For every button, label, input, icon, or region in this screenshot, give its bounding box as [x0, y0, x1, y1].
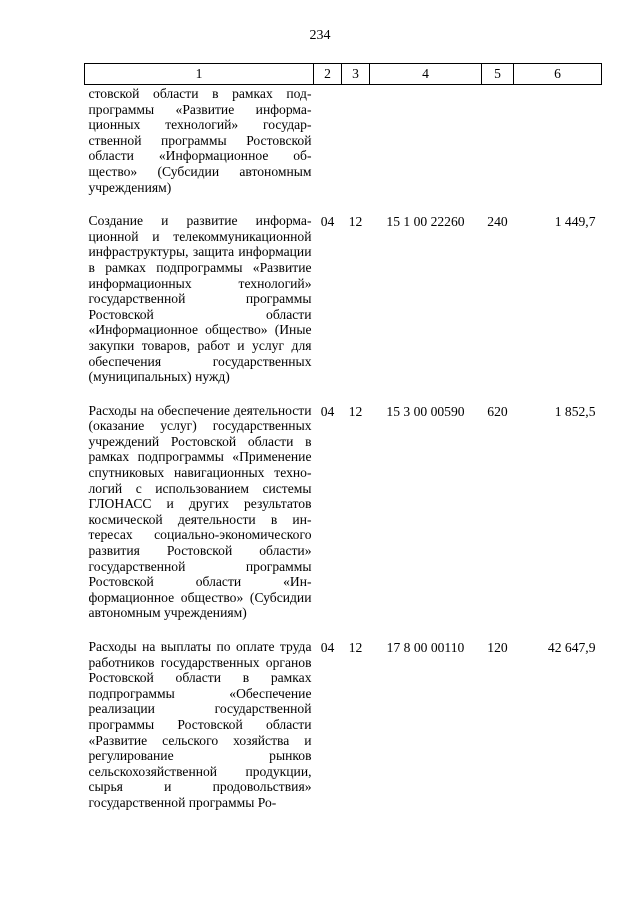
row-amount: 42 647,9: [547, 640, 596, 655]
row-amount: 1 852,5: [554, 403, 596, 419]
row-expense-type: [482, 85, 514, 214]
column-header-5: 5: [482, 64, 514, 85]
row-target-code: 15 1 00 22260: [386, 214, 465, 230]
row-subsection: [342, 85, 370, 214]
row-target-code: 17 8 00 00110: [386, 640, 465, 655]
column-header-3: 3: [342, 64, 370, 85]
column-header-2: 2: [314, 64, 342, 85]
column-header-4: 4: [370, 64, 482, 85]
row-subsection: 12: [348, 214, 363, 230]
row-amount: [514, 85, 602, 214]
column-header-6: 6: [514, 64, 602, 85]
row-description: Создание и развитие информационной и телекоммуникационной инфраструктуры, защита информации в рамках подпрограммы «Развитие информационных технологий» государственной программы Ростовской области «Информационное общество» (Иные закупки товаров, работ и услуг для обеспечения государственных (муниципальных) нужд): [88, 213, 312, 385]
column-header-1: 1: [85, 64, 314, 85]
row-description: стовской области в рамках подпрограммы «Развитие информационных технологий» государственной программы Ростовской области «Информационное общество» (Субсидии автономным учреждениям): [88, 86, 312, 195]
row-section: [314, 85, 342, 214]
row-subsection: 12: [348, 640, 363, 655]
table-row: [85, 213, 602, 403]
row-section: 04: [320, 214, 335, 230]
row-expense-type: 620: [487, 403, 508, 419]
table-row: [85, 403, 602, 639]
row-section: 04: [320, 403, 335, 419]
row-section: 04: [320, 640, 335, 655]
row-expense-type: 240: [487, 214, 508, 230]
row-expense-type: 120: [487, 640, 508, 655]
row-amount: 1 449,7: [554, 214, 596, 230]
row-target-code: [370, 85, 482, 214]
table-header-row: [85, 64, 602, 85]
row-description: Расходы на выплаты по оплате труда работников государственных органов Ростовской области в рамках подпрограммы «Обеспечение реализации государственной программы Ростовской области «Развитие сельского хозяйства и регулирование рынков сельскохозяйственной продукции, сырья и продовольствия» государственной программы Ро-: [88, 639, 312, 810]
page-number: 234: [309, 28, 331, 43]
budget-table: [84, 63, 602, 829]
row-description: Расходы на обеспечение деятельности (оказание услуг) государственных учреждений Ростовской области в рамках подпрограммы «Применение спутниковых навигационных технологий с использованием системы ГЛОНАСС и других результатов космической деятельности в интересах социально-экономического развития Ростовской области» государственной программы Ростовской области «Информационное общество» (Субсидии автономным учреждениям): [88, 402, 312, 621]
row-subsection: 12: [348, 403, 363, 419]
table-row: [85, 85, 602, 214]
table-row: [85, 639, 602, 829]
row-target-code: 15 3 00 00590: [386, 403, 465, 419]
